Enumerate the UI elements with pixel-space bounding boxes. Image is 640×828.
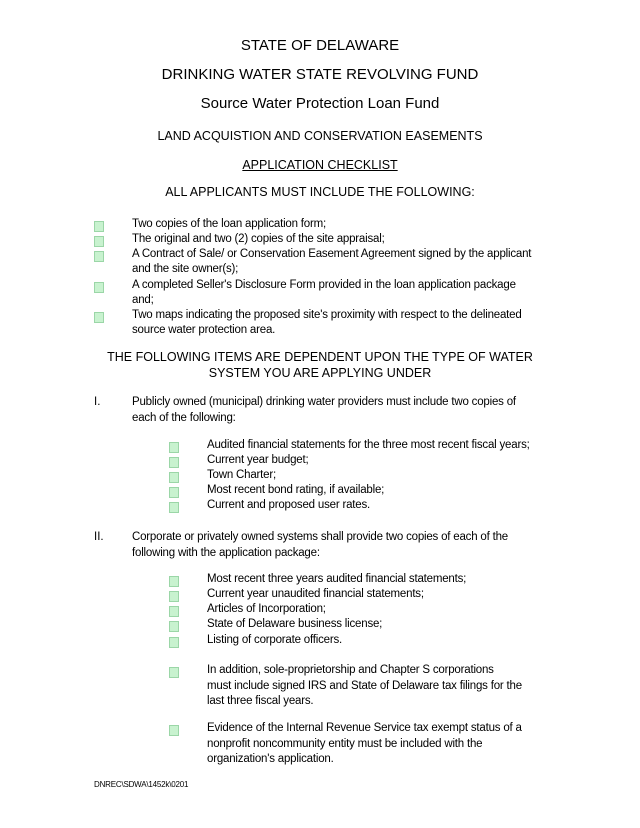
dependent-heading-line2: SYSTEM YOU ARE APPLYING UNDER xyxy=(208,366,432,380)
section2-intro xyxy=(132,530,508,561)
list-item: Current year budget; xyxy=(207,454,309,466)
checkbox-icon xyxy=(169,591,179,602)
checkbox-icon xyxy=(169,725,179,736)
list-item: State of Delaware business license; xyxy=(207,618,383,630)
checkbox-icon xyxy=(169,472,179,483)
list-item: Listing of corporate officers. xyxy=(207,634,343,646)
document-footer-code: DNREC\SDWA\1452k\0201 xyxy=(94,780,189,789)
list-item: The original and two (2) copies of the site appraisal; xyxy=(132,233,385,245)
section1-intro xyxy=(132,395,516,426)
list-item: Current and proposed user rates. xyxy=(207,499,371,511)
checkbox-icon xyxy=(94,312,104,323)
section1-intro-line1: Publicly owned (municipal) drinking water providers must include two copies of xyxy=(132,396,516,408)
nonprofit-line3: organization's application. xyxy=(207,753,334,765)
loan-fund-title: Source Water Protection Loan Fund xyxy=(200,95,440,112)
checkbox-icon xyxy=(94,236,104,247)
checkbox-icon xyxy=(169,502,179,513)
dependent-heading-line1: THE FOLLOWING ITEMS ARE DEPENDENT UPON THE TYPE OF WATER xyxy=(107,350,533,364)
list-item-continued: and; xyxy=(132,294,154,306)
sole-prop-line1: In addition, sole-proprietorship and Chapter S corporations xyxy=(207,664,494,676)
fund-title: DRINKING WATER STATE REVOLVING FUND xyxy=(161,66,479,83)
list-item-continued: and the site owner(s); xyxy=(132,263,239,275)
section2-intro-line2: following with the application package: xyxy=(132,546,320,559)
checklist-heading: APPLICATION CHECKLIST xyxy=(242,158,398,172)
sole-proprietorship-item xyxy=(207,663,522,710)
nonprofit-line1: Evidence of the Internal Revenue Service tax exempt status of a xyxy=(207,722,522,734)
all-applicants-heading: ALL APPLICANTS MUST INCLUDE THE FOLLOWING: xyxy=(165,185,475,199)
list-item-continued: source water protection area. xyxy=(132,324,276,336)
dependent-heading xyxy=(0,349,640,381)
sole-prop-line2: must include signed IRS and State of Delaware tax filings for the xyxy=(207,679,522,692)
list-item: A Contract of Sale/ or Conservation Easement Agreement signed by the applicant xyxy=(132,248,532,260)
list-item: Two copies of the loan application form; xyxy=(132,218,327,230)
list-item: Most recent three years audited financial statements; xyxy=(207,573,467,585)
checkbox-icon xyxy=(169,667,179,678)
nonprofit-item xyxy=(207,721,522,768)
subject-heading: LAND ACQUISTION AND CONSERVATION EASEMENTS xyxy=(157,129,483,143)
checkbox-icon xyxy=(169,606,179,617)
checkbox-icon xyxy=(169,442,179,453)
list-item: Audited financial statements for the three most recent fiscal years; xyxy=(207,439,530,451)
list-item: A completed Seller's Disclosure Form provided in the loan application package xyxy=(132,279,516,291)
list-item: Two maps indicating the proposed site's proximity with respect to the delineated xyxy=(132,309,522,321)
state-title: STATE OF DELAWARE xyxy=(240,37,400,54)
list-item: Most recent bond rating, if available; xyxy=(207,484,385,496)
checkbox-icon xyxy=(169,487,179,498)
checkbox-icon xyxy=(94,251,104,262)
sole-prop-line3: last three fiscal years. xyxy=(207,695,314,707)
checkbox-icon xyxy=(169,621,179,632)
section1-intro-line2: each of the following: xyxy=(132,411,236,424)
checkbox-icon xyxy=(169,457,179,468)
section-numeral: II. xyxy=(94,531,104,543)
list-item: Current year unaudited financial statements; xyxy=(207,588,424,600)
section2-intro-line1: Corporate or privately owned systems shall provide two copies of each of the xyxy=(132,531,508,543)
checkbox-icon xyxy=(94,221,104,232)
list-item: Town Charter; xyxy=(207,469,276,481)
checkbox-icon xyxy=(94,282,104,293)
section-numeral: I. xyxy=(94,396,101,408)
list-item: Articles of Incorporation; xyxy=(207,603,326,615)
checkbox-icon xyxy=(169,637,179,648)
nonprofit-line2: nonprofit noncommunity entity must be included with the xyxy=(207,737,483,750)
checkbox-icon xyxy=(169,576,179,587)
